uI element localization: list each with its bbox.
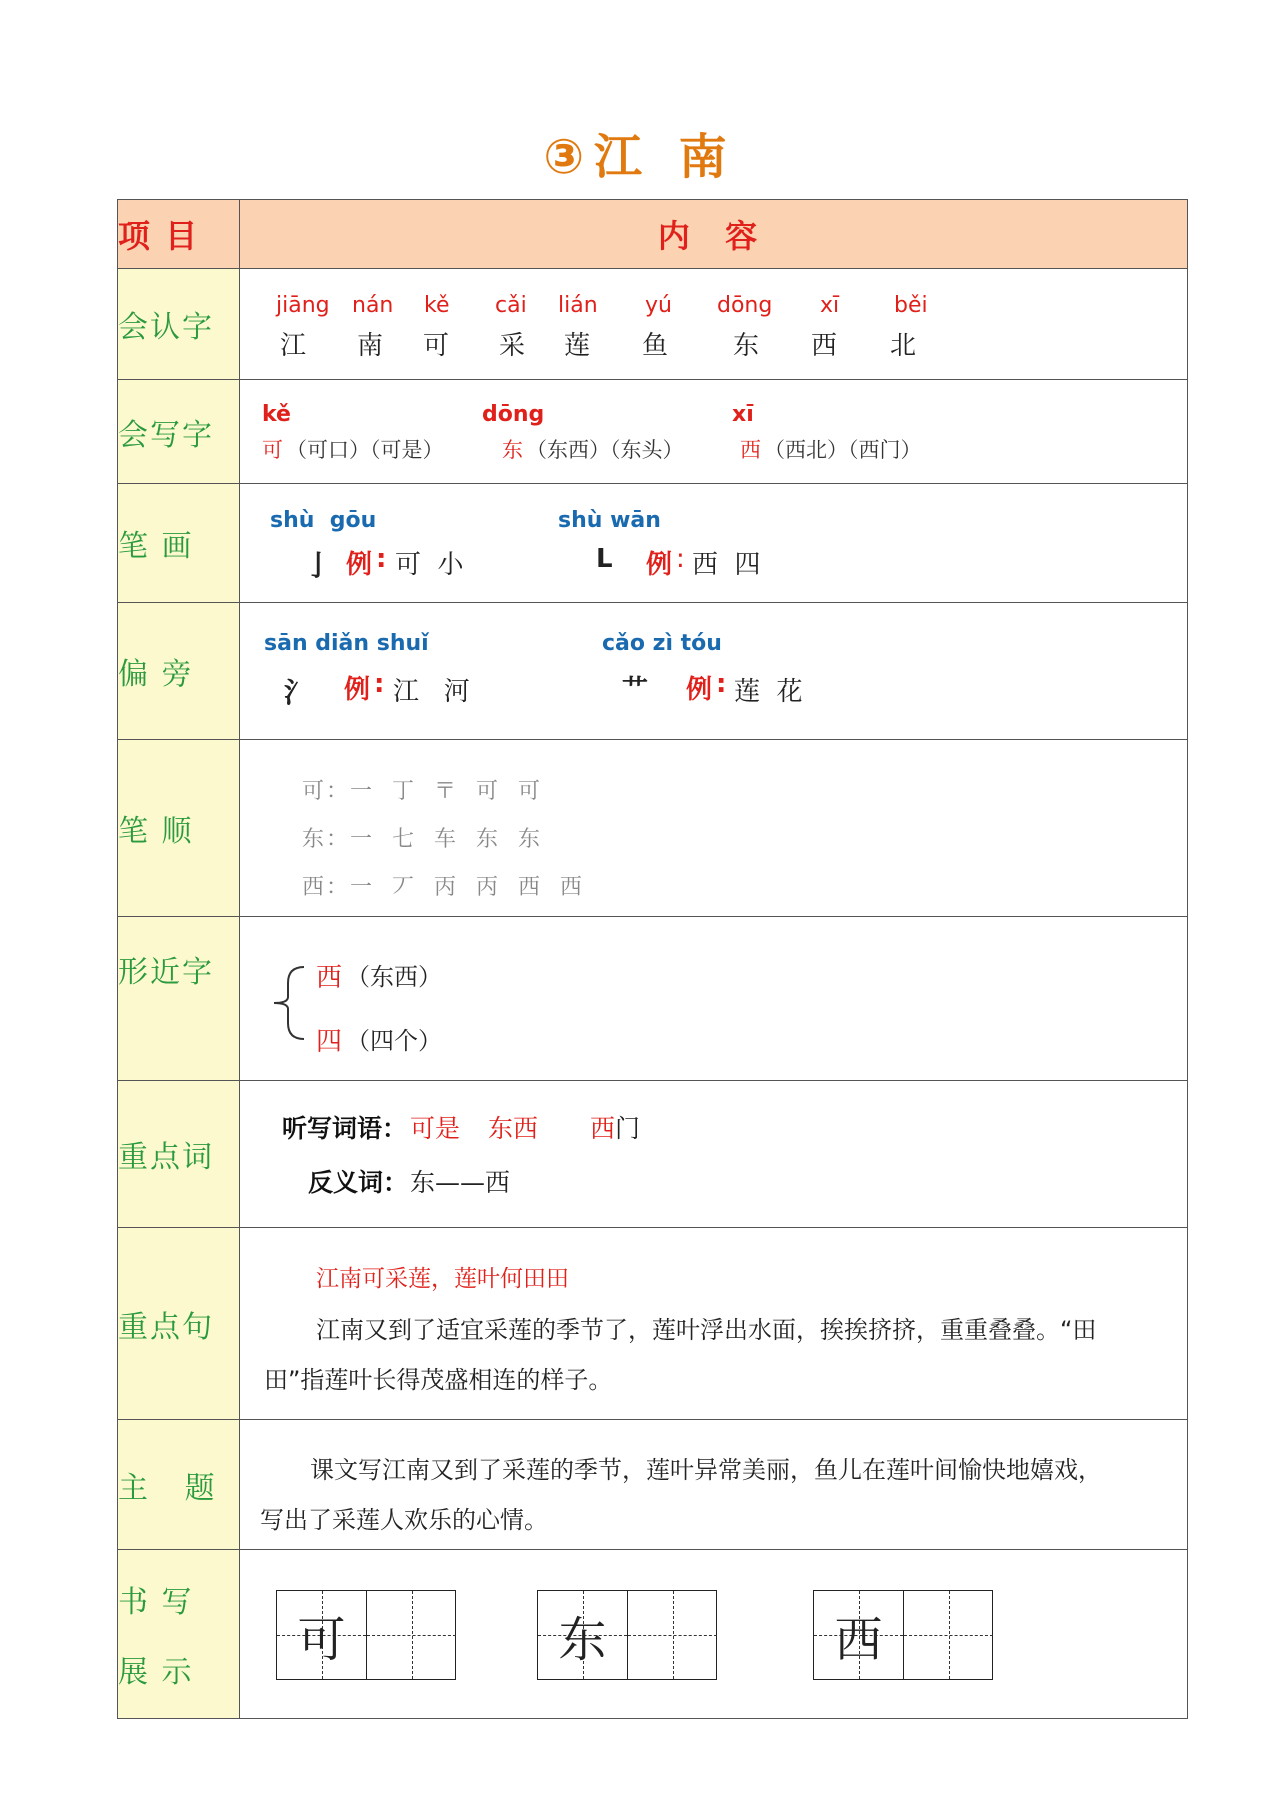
display-label-line: 展 示 [118, 1655, 194, 1690]
pinyin: xī [732, 402, 754, 427]
examples: 西 四 [692, 550, 761, 580]
grid-char: 西 [834, 1611, 883, 1668]
examples: 江 河 [393, 677, 470, 707]
theme-text: 课文写江南又到了采莲的季节，莲叶异常美丽，鱼儿在莲叶间愉快地嬉戏， [310, 1456, 1102, 1484]
display-content [240, 1550, 1188, 1719]
dictation-word: 西门 [590, 1114, 641, 1143]
recognize-content [240, 269, 1188, 380]
row-label-order: 笔 顺 [118, 740, 240, 917]
pinyin: běi [894, 293, 928, 318]
similar-word: （四个） [346, 1027, 442, 1055]
char: 可 [423, 331, 450, 361]
example-label: 例 [344, 675, 371, 705]
radical-symbol: 氵 [284, 676, 313, 709]
stroke-symbol: 亅 [304, 549, 333, 582]
writing-grid [813, 1590, 993, 1680]
row-label-write: 会写字 [118, 380, 240, 484]
example-label: 例 [646, 550, 673, 580]
row-recognize [118, 269, 1188, 380]
keywords-content [240, 1081, 1188, 1228]
char: 东 [502, 438, 523, 462]
sentence-explanation: 田”指莲叶长得茂盛相连的样子。 [264, 1366, 613, 1394]
char: 可 [262, 438, 283, 462]
dictation-word: 东西 [488, 1114, 539, 1143]
stroke-symbol: L [596, 544, 613, 574]
page-title: ③江 南 [543, 129, 737, 185]
char: 东 [733, 331, 760, 361]
write-content [240, 380, 1188, 484]
grid-char: 可 [297, 1611, 346, 1668]
row-theme [118, 1420, 1188, 1550]
example-label: 例 [686, 675, 713, 705]
strokes-content [240, 484, 1188, 603]
pinyin: shù wān [558, 508, 661, 533]
row-label-similar: 形近字 [118, 917, 240, 1081]
examples: 可 小 [395, 550, 464, 580]
pinyin: yú [645, 293, 672, 318]
example-label: 例 [346, 550, 373, 580]
char: 江 [280, 331, 307, 361]
words: （东西）（东头） [526, 438, 684, 462]
similar-char: 四 [316, 1027, 343, 1057]
writing-grid [276, 1590, 456, 1680]
row-display [118, 1550, 1188, 1719]
pinyin: xī [820, 293, 840, 318]
words: （西北）（西门） [764, 438, 922, 462]
row-label-sentence: 重点句 [118, 1228, 240, 1420]
row-strokes [118, 484, 1188, 603]
row-label-radicals: 偏 旁 [118, 603, 240, 740]
sentence-content [240, 1228, 1188, 1420]
theme-content [240, 1420, 1188, 1550]
sentence-explanation: 江南又到了适宜采莲的季节了，莲叶浮出水面，挨挨挤挤，重重叠叠。“田 [316, 1316, 1097, 1344]
colon: : [374, 669, 385, 699]
colon: : [676, 544, 685, 574]
similar-char: 西 [316, 963, 343, 993]
brace-icon [268, 963, 308, 1043]
table-header-row [118, 200, 1188, 269]
antonym-pair: 东——西 [410, 1168, 511, 1197]
similar-content [240, 917, 1188, 1081]
row-label-recognize: 会认字 [118, 269, 240, 380]
pinyin: kě [424, 293, 450, 318]
theme-text: 写出了采莲人欢乐的心情。 [260, 1506, 548, 1534]
grid-char: 东 [558, 1611, 607, 1668]
colon: : [376, 544, 387, 574]
pinyin: nán [352, 293, 394, 318]
row-label-display [118, 1550, 240, 1719]
stroke-order-line: 可：一 丁 〒 可 可 [302, 779, 542, 804]
pinyin: dōng [717, 293, 773, 318]
char: 西 [811, 331, 838, 361]
pinyin: dōng [482, 402, 545, 427]
radical-symbol: 艹 [622, 675, 649, 705]
row-radicals [118, 603, 1188, 740]
antonym-label: 反义词： [308, 1168, 409, 1197]
row-label-keywords: 重点词 [118, 1081, 240, 1228]
key-sentence: 江南可采莲，莲叶何田田 [316, 1266, 569, 1292]
summary-table [117, 199, 1188, 1719]
pinyin: shù gōu [270, 508, 377, 533]
char: 北 [890, 331, 917, 361]
colon: : [716, 669, 727, 699]
examples: 莲 花 [734, 677, 803, 707]
header-content-label: 内 容 [240, 200, 1188, 269]
row-sentence [118, 1228, 1188, 1420]
row-label-theme: 主 题 [118, 1420, 240, 1550]
stroke-order-line: 东：一 七 车 东 东 [302, 827, 542, 852]
similar-word: （东西） [346, 963, 442, 991]
row-keywords [118, 1081, 1188, 1228]
order-content [240, 740, 1188, 917]
stroke-order-line: 西：一 丆 丙 丙 西 西 [302, 875, 584, 900]
char: 采 [499, 331, 526, 361]
char: 莲 [564, 331, 591, 361]
display-label-line: 书 写 [118, 1585, 194, 1620]
row-label-strokes: 笔 画 [118, 484, 240, 603]
pinyin: kě [262, 402, 291, 427]
row-similar [118, 917, 1188, 1081]
dictation-word: 可是 [410, 1114, 461, 1143]
radicals-content [240, 603, 1188, 740]
char: 西 [740, 438, 761, 462]
char: 鱼 [642, 331, 669, 361]
pinyin: sān diǎn shuǐ [264, 631, 429, 656]
words: （可口）（可是） [286, 438, 444, 462]
row-write [118, 380, 1188, 484]
dictation-label: 听写词语： [282, 1114, 408, 1143]
pinyin: lián [558, 293, 598, 318]
row-stroke-order [118, 740, 1188, 917]
header-item-label: 项 目 [118, 200, 240, 269]
char: 南 [357, 331, 384, 361]
pinyin: cǎi [495, 293, 527, 318]
pinyin: jiāng [276, 293, 330, 318]
pinyin: cǎo zì tóu [602, 631, 722, 656]
writing-grid [537, 1590, 717, 1680]
